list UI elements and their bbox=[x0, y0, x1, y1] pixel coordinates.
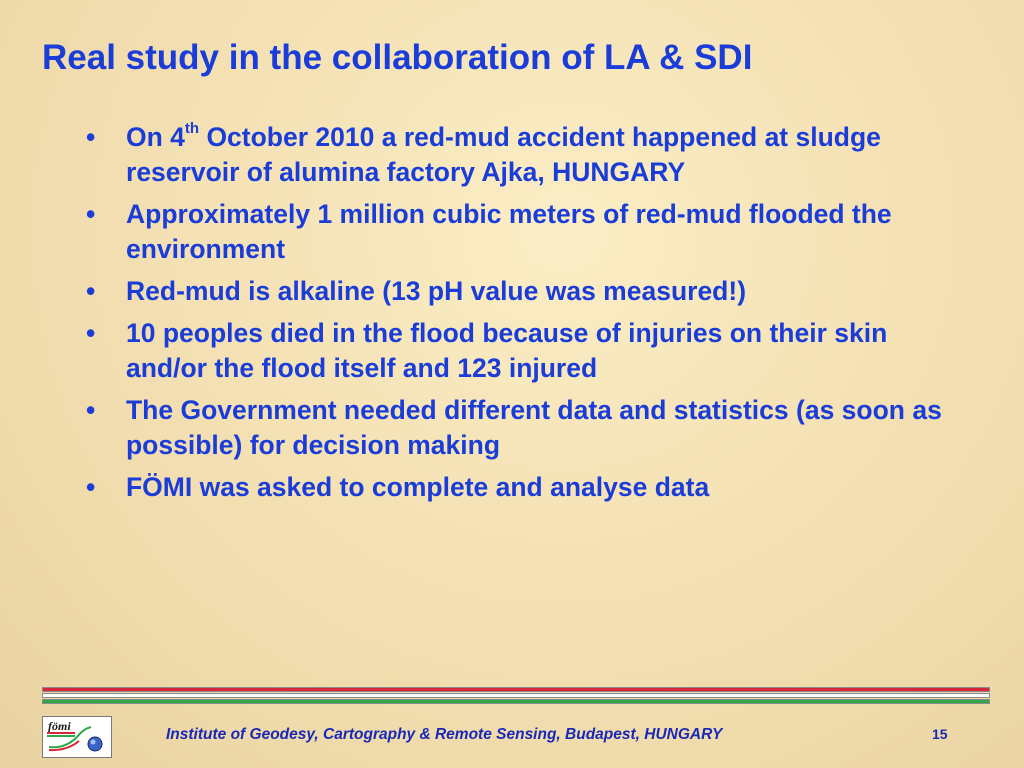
bullet-item bbox=[86, 316, 966, 386]
page-number: 15 bbox=[932, 726, 948, 742]
bullet-list bbox=[86, 120, 966, 512]
footer-divider-stripes bbox=[42, 687, 990, 705]
bullet-icon: • bbox=[86, 395, 96, 425]
bullet-text: 10 peoples died in the flood because of injuries on their skin and/or the flood itself and 123 injured bbox=[126, 318, 888, 383]
bullet-text: Approximately 1 million cubic meters of red-mud flooded the environment bbox=[126, 199, 892, 264]
bullet-item bbox=[86, 197, 966, 267]
bullet-item bbox=[86, 120, 966, 190]
bullet-icon: • bbox=[86, 122, 96, 152]
fomi-logo bbox=[42, 716, 112, 758]
bullet-superscript: th bbox=[184, 120, 200, 138]
bullet-item bbox=[86, 393, 966, 463]
bullet-item bbox=[86, 470, 966, 505]
fomi-logo-icon bbox=[43, 717, 111, 757]
slide-title: Real study in the collaboration of LA & SDI bbox=[42, 38, 753, 77]
bullet-text: FÖMI was asked to complete and analyse data bbox=[126, 472, 710, 502]
logo-text: fömi bbox=[48, 719, 71, 733]
bullet-icon: • bbox=[86, 199, 96, 229]
footer-institute: Institute of Geodesy, Cartography & Remote Sensing, Budapest, HUNGARY bbox=[166, 726, 723, 743]
bullet-text-pre: On 4 bbox=[126, 122, 185, 152]
bullet-text-post: October 2010 a red-mud accident happened at sludge reservoir of alumina factory Ajka, HUNGARY bbox=[126, 122, 881, 187]
bullet-icon: • bbox=[86, 276, 96, 306]
bullet-text: Red-mud is alkaline (13 pH value was measured!) bbox=[126, 276, 747, 306]
stripe-white bbox=[42, 693, 990, 698]
stripe-green bbox=[42, 699, 990, 704]
bullet-text: The Government needed different data and statistics (as soon as possible) for decision making bbox=[126, 395, 942, 460]
stripe-red bbox=[42, 687, 990, 692]
bullet-item bbox=[86, 274, 966, 309]
bullet-icon: • bbox=[86, 472, 96, 502]
bullet-icon: • bbox=[86, 318, 96, 348]
